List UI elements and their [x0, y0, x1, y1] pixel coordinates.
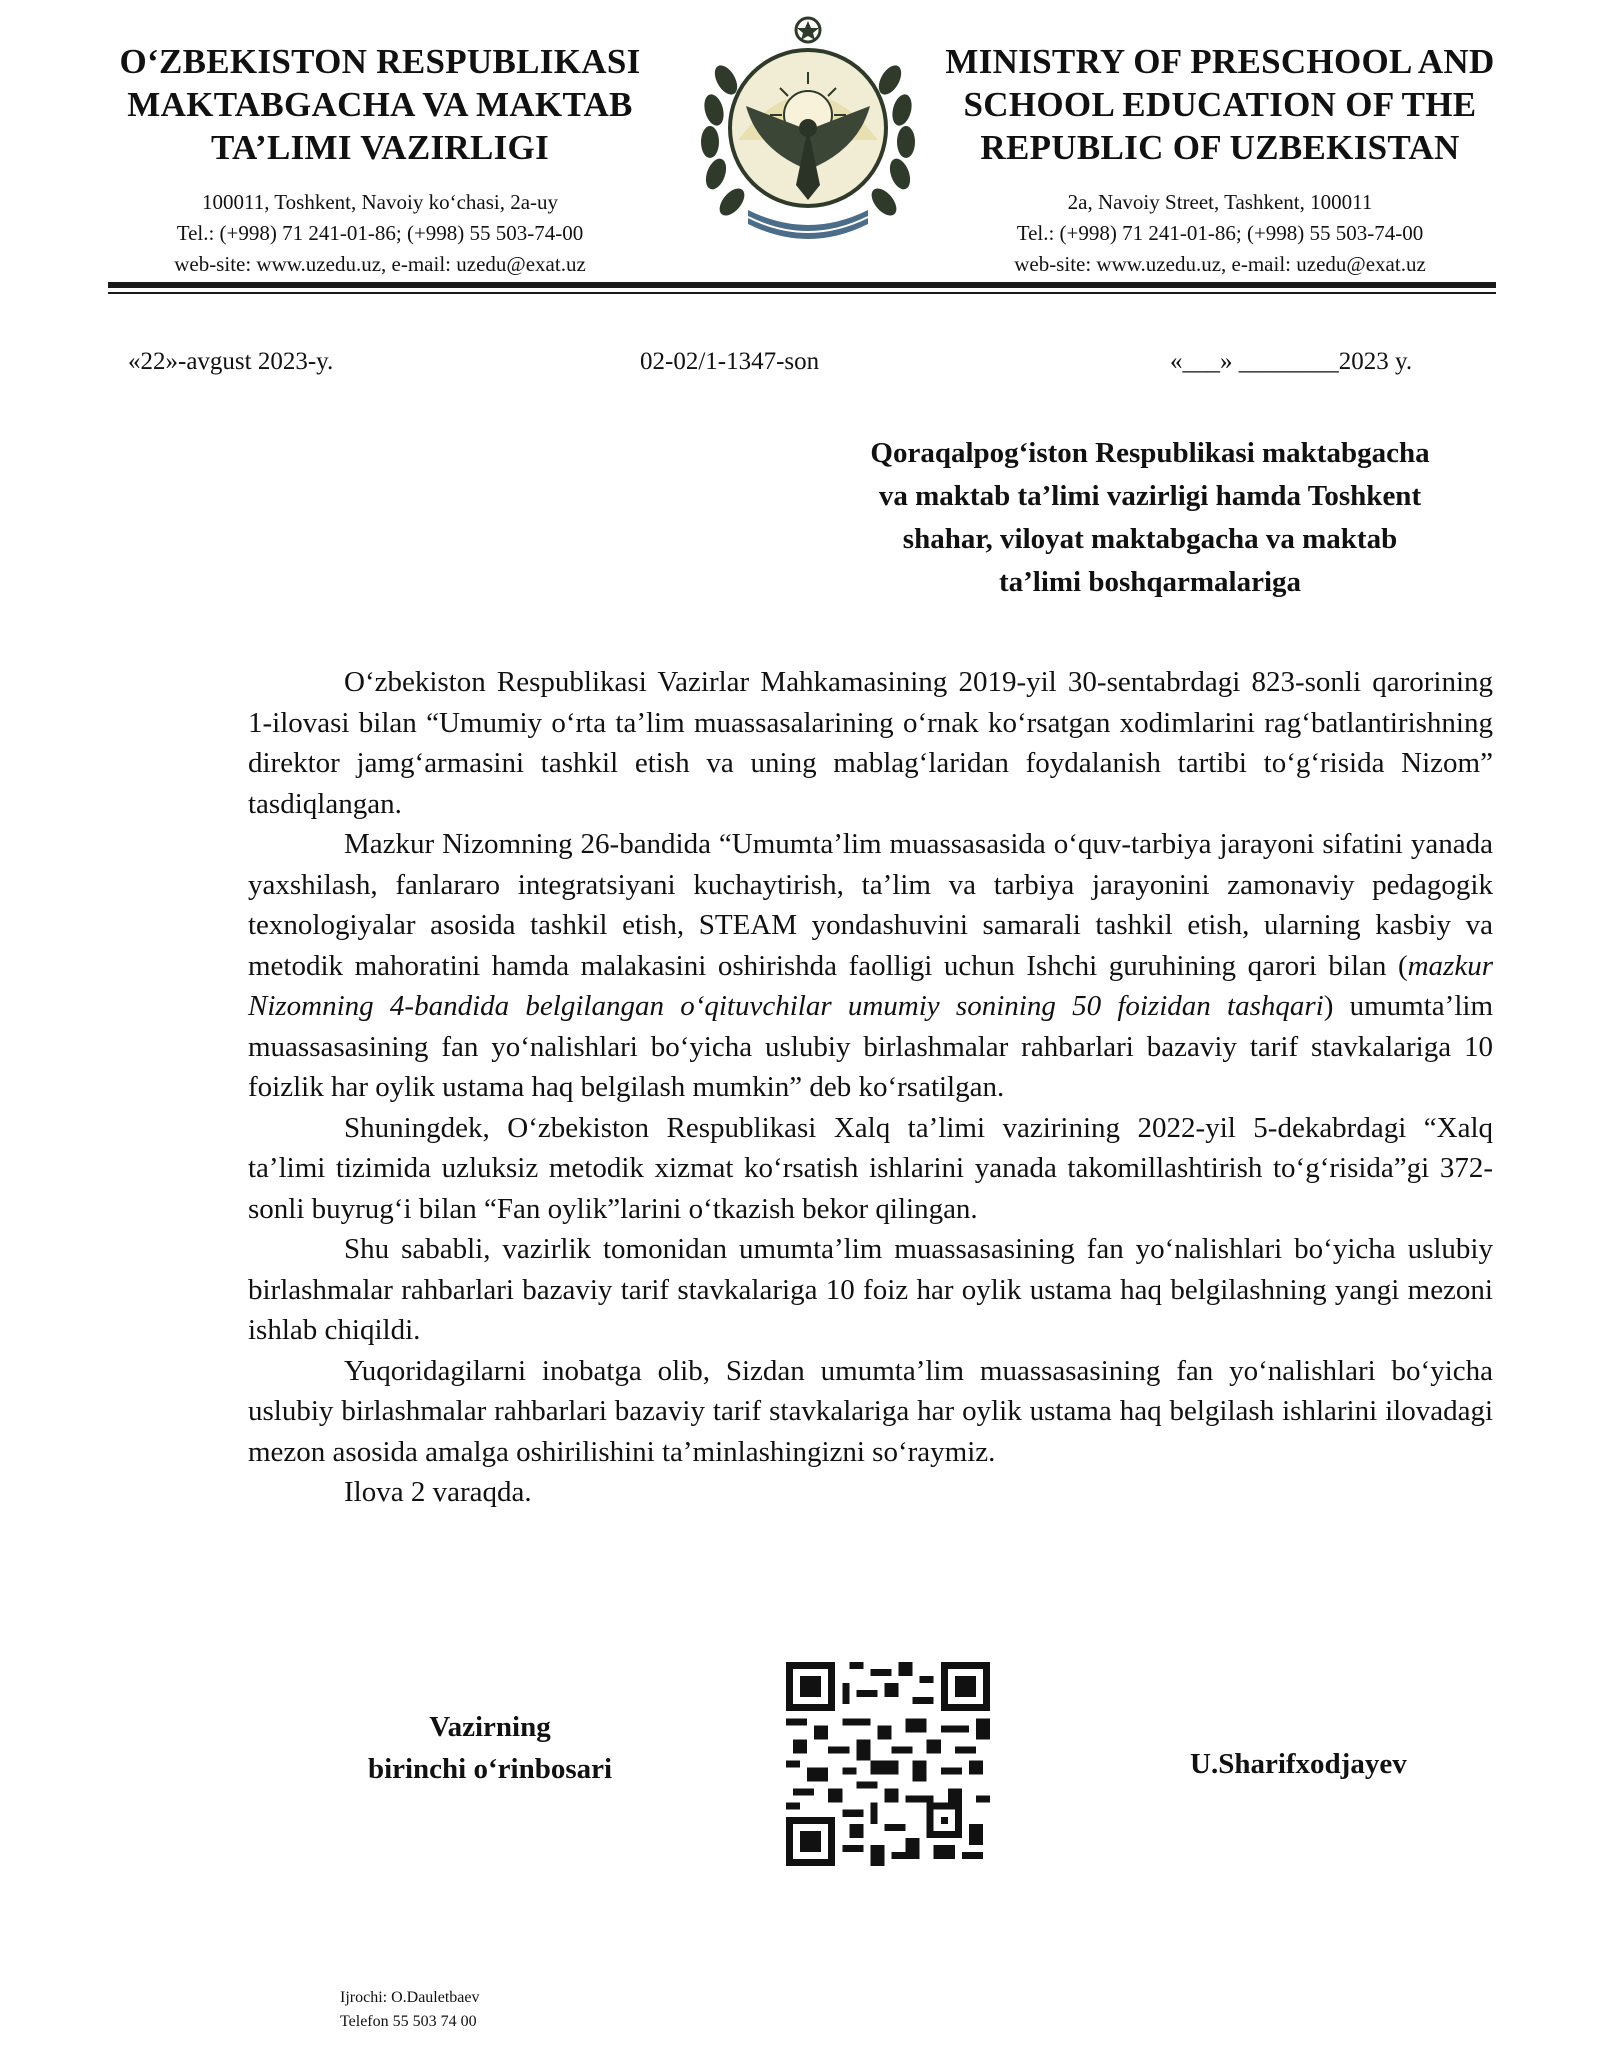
coat-of-arms-icon: [688, 10, 928, 255]
letter-date: «22»-avgust 2023-y.: [128, 348, 334, 375]
header-divider-thick: [108, 282, 1496, 288]
paragraph-5: Yuqoridagilarni inobatga olib, Sizdan umumta’lim muassasasining fan yo‘nalishlari bo‘yicha uslubiy birlashmalar rahbarlari bazaviy tarif stavkalariga har oylik ustama haq belgilash ishlarini ilovadagi mezon asosida amalga oshirilishini ta’minlashingizni so‘raymiz.: [248, 1354, 1493, 1468]
blank-date-field: «___» ________2023 y.: [1170, 348, 1413, 375]
web-email-uz: web-site: www.uzedu.uz, e-mail: uzedu@exat.uz: [174, 252, 586, 276]
ministry-name-en: MINISTRY OF PRESCHOOL AND SCHOOL EDUCATION OF THE REPUBLIC OF UZBEKISTAN: [945, 42, 1495, 167]
attachment-note: Ilova 2 varaqda.: [344, 1476, 532, 1508]
address-en: 2a, Navoiy Street, Tashkent, 100011: [1067, 190, 1373, 214]
signatory-title: Vazirning birinchi o‘rinbosari: [367, 1711, 613, 1785]
phone-uz: Tel.: (+998) 71 241-01-86; (+998) 55 503-74-00: [176, 221, 584, 245]
header-divider-thin: [108, 292, 1496, 294]
letterhead-left: [90, 40, 670, 280]
letterhead-right: [930, 40, 1510, 280]
executor-info: [340, 1986, 480, 2034]
ministry-name-uz: O‘ZBEKISTON RESPUBLIKASI MAKTABGACHA VA MAKTAB TA’LIMI VAZIRLIGI: [119, 42, 641, 167]
letter-body: [248, 662, 1493, 1513]
addressee: Qoraqalpog‘iston Respublikasi maktabgacha va maktab ta’limi vazirligi hamda Toshkent shahar, viloyat maktabgacha va maktab ta’limi boshqarmalariga: [870, 437, 1430, 598]
letter-number: 02-02/1-1347-son: [640, 348, 820, 375]
paragraph-3: Shuningdek, O‘zbekiston Respublikasi Xalq ta’limi vazirining 2022-yil 5-dekabrdagi “Xalq ta’limi tizimida uzluksiz metodik xizmat ko‘rsatish ishlarini yanada takomillashtirish to‘g‘risida”gi 372-sonli buyrug‘i bilan “Fan oylik”larini o‘tkazish bekor qilingan.: [248, 1111, 1493, 1225]
contact-block-en: [930, 187, 1510, 280]
executor-phone: Telefon 55 503 74 00: [340, 2013, 477, 2030]
paragraph-2: Mazkur Nizomning 26-bandida “Umumta’lim muassasasida o‘quv-tarbiya jarayoni sifatini yanada yaxshilash, fanlararo integratsiyani kuchaytirish, ta’lim va tarbiya jarayonini zamonaviy pedagogik texnologiyalar asosida tashkil etish, STEAM yondashuvini samarali tashkil etish, ularning kasbiy va metodik mahoratini hamda malakasini oshirishda faolligi uchun Ishchi guruhining qarori bilan (mazkur Nizomning 4-bandida belgilangan o‘qituvchilar umumiy sonining 50 foizidan tashqari) umumta’lim muassasasining fan yo‘nalishlari bo‘yicha uslubiy birlashmalar rahbarlari bazaviy tarif stavkalariga 10 foizlik har oylik ustama haq belgilash mumkin” deb ko‘rsatilgan.: [248, 828, 1493, 1103]
paragraph-4: Shu sababli, vazirlik tomonidan umumta’lim muassasasining fan yo‘nalishlari bo‘yicha uslubiy birlashmalar rahbarlari bazaviy tarif stavkalariga 10 foiz har oylik ustama haq belgilashning yangi mezoni ishlab chiqildi.: [248, 1233, 1493, 1346]
address-uz: 100011, Toshkent, Navoiy ko‘chasi, 2a-uy: [201, 190, 559, 214]
signatory-name: U.Sharifxodjayev: [1190, 1748, 1407, 1780]
phone-en: Tel.: (+998) 71 241-01-86; (+998) 55 503-74-00: [1016, 221, 1424, 245]
web-email-en: web-site: www.uzedu.uz, e-mail: uzedu@exat.uz: [1014, 252, 1426, 276]
paragraph-1: O‘zbekiston Respublikasi Vazirlar Mahkamasining 2019-yil 30-sentabrdagi 823-sonli qarorining 1-ilovasi bilan “Umumiy o‘rta ta’lim muassasalarining o‘rnak ko‘rsatgan xodimlarini rag‘batlantirishning direktor jamg‘armasini tashkil etish va uning mablag‘laridan foydalanish tartibi to‘g‘risida Nizom” tasdiqlangan.: [248, 666, 1493, 820]
contact-block-uz: [90, 187, 670, 280]
paragraph-2-italic: mazkur Nizomning 4-bandida belgilangan o‘qituvchilar umumiy sonining 50 foizidan tashqari: [248, 949, 1493, 1022]
executor-name: Ijrochi: O.Dauletbaev: [340, 1989, 480, 2006]
qr-code-icon: [786, 1662, 990, 1866]
